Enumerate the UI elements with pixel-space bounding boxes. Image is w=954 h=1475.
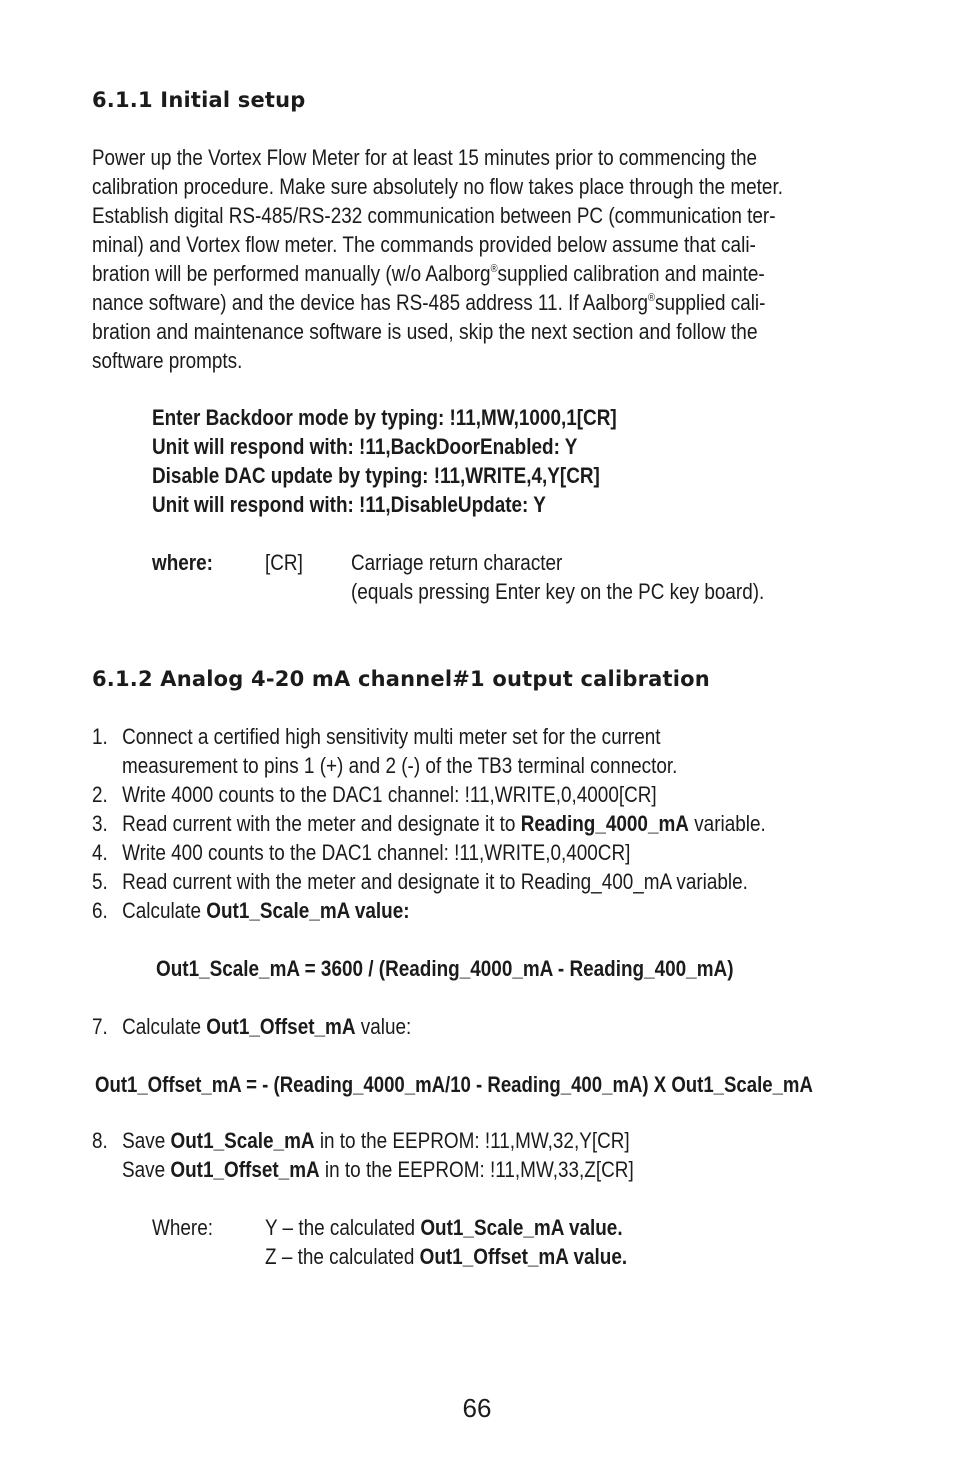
step-number: 6. [92,898,108,923]
step-text: value: [355,1014,412,1039]
command-line: Disable DAC update by typing: !11,WRITE,4,Y[CR] [152,463,600,488]
list-item-continuation [122,1155,634,1184]
paragraph-line [92,288,766,317]
page-number: 66 [462,1393,492,1423]
definition-text: Z – the calculated [265,1244,420,1269]
initial-setup-paragraph [92,143,865,375]
step-text: Calculate [122,898,207,923]
step-text: in to the EEPROM: !11,MW,33,Z[CR] [319,1157,634,1182]
list-item [92,1126,630,1155]
step-number: 3. [92,811,108,836]
variable-name: Out1_Scale_mA [170,1128,315,1153]
paragraph-line: Establish digital RS-485/RS-232 communication between PC (communication ter- [92,203,776,228]
variable-name: Out1_Scale_mA value: [206,898,410,923]
step-number: 8. [92,1128,108,1153]
step-text: Read current with the meter and designate it to Reading_400_mA variable. [122,869,748,894]
variable-name: Out1_Scale_mA value. [420,1215,623,1240]
step-number: 1. [92,724,108,749]
step-text: Write 4000 counts to the DAC1 channel: !11,WRITE,0,4000[CR] [122,782,657,807]
paragraph-text: supplied calibration and mainte- [497,261,765,286]
list-item [92,867,748,896]
step-text: Read current with the meter and designate it to [122,811,521,836]
paragraph-line [92,259,765,288]
step-text: Save [122,1128,171,1153]
paragraph-line: software prompts. [92,348,243,373]
where-definition-note: (equals pressing Enter key on the PC key board). [351,579,765,604]
command-line: Unit will respond with: !11,BackDoorEnabled: Y [152,434,578,459]
registered-mark: ® [490,263,498,275]
paragraph-text: bration will be performed manually (w/o Aalborg [92,261,491,286]
list-item [92,896,410,925]
where-definition-y [265,1213,623,1242]
where-term-cr: [CR] [265,550,303,575]
list-item [92,1012,411,1041]
section-heading-initial-setup: 6.1.1 Initial setup [92,88,306,112]
list-item-continuation: measurement to pins 1 (+) and 2 (-) of the TB3 terminal connector. [122,753,678,778]
backdoor-command-block [152,403,617,519]
offset-formula: Out1_Offset_mA = - (Reading_4000_mA/10 - Reading_400_mA) X Out1_Scale_mA [95,1072,813,1097]
where-definition: Carriage return character [351,550,563,575]
paragraph-line: bration and maintenance software is used, skip the next section and follow the [92,319,758,344]
paragraph-line: Power up the Vortex Flow Meter for at least 15 minutes prior to commencing the [92,145,757,170]
variable-name: Out1_Offset_mA value. [419,1244,628,1269]
paragraph-text: nance software) and the device has RS-485 address 11. If Aalborg [92,290,649,315]
step-number: 2. [92,782,108,807]
where-label: where: [152,550,213,575]
definition-text: Y – the calculated [265,1215,421,1240]
step-text: in to the EEPROM: !11,MW,32,Y[CR] [314,1128,630,1153]
step-number: 7. [92,1014,108,1039]
paragraph-line: minal) and Vortex flow meter. The commands provided below assume that cali- [92,232,756,257]
step-text: Calculate [122,1014,207,1039]
list-item [92,780,657,809]
where-definition-z [265,1242,627,1271]
step-text: Connect a certified high sensitivity multi meter set for the current [122,724,661,749]
variable-name: Reading_4000_mA [520,811,689,836]
list-item [92,722,661,751]
command-line: Unit will respond with: !11,DisableUpdate: Y [152,492,546,517]
step-number: 5. [92,869,108,894]
step-number: 4. [92,840,108,865]
where-label: Where: [152,1215,213,1240]
list-item [92,809,766,838]
variable-name: Out1_Offset_mA [206,1014,356,1039]
step-text: Write 400 counts to the DAC1 channel: !11,WRITE,0,400CR] [122,840,631,865]
scale-formula: Out1_Scale_mA = 3600 / (Reading_4000_mA - Reading_400_mA) [156,956,734,981]
paragraph-text: supplied cali- [655,290,766,315]
variable-name: Out1_Offset_mA [170,1157,320,1182]
paragraph-line: calibration procedure. Make sure absolutely no flow takes place through the meter. [92,174,783,199]
command-line: Enter Backdoor mode by typing: !11,MW,1000,1[CR] [152,405,617,430]
step-text: Save [122,1157,171,1182]
step-text: variable. [688,811,766,836]
list-item [92,838,630,867]
registered-mark: ® [648,292,656,304]
section-heading-output-calibration: 6.1.2 Analog 4-20 mA channel#1 output calibration [92,667,710,691]
